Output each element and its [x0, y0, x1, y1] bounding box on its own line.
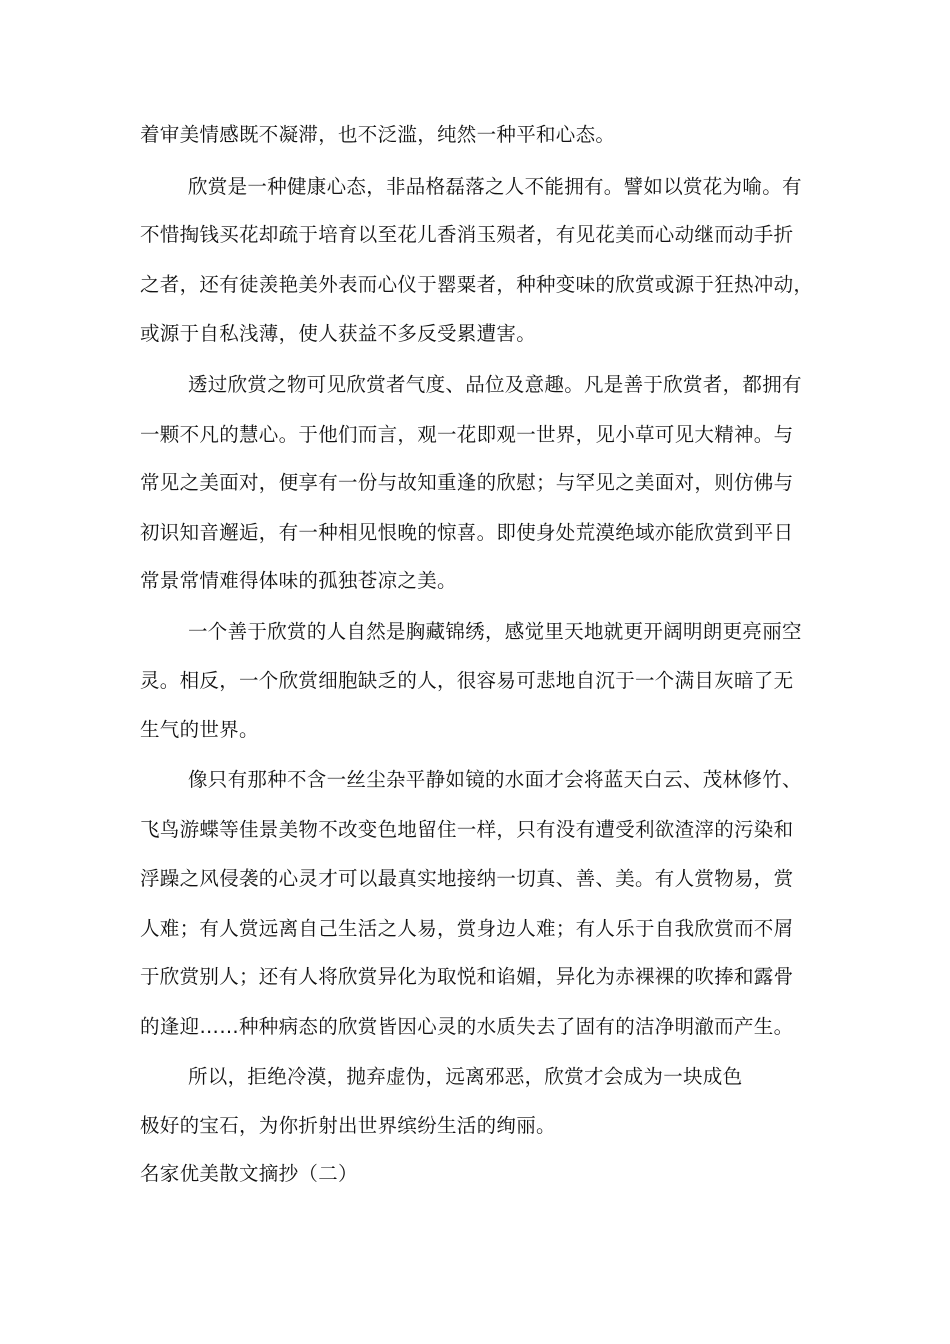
text-line: 常见之美面对，便享有一份与故知重逢的欣慰；与罕见之美面对，则仿佛与 [140, 471, 794, 494]
text-line: 极好的宝石，为你折射出世界缤纷生活的绚丽。 [140, 1114, 556, 1137]
paragraph-first-line: 像只有那种不含一丝尘杂平静如镜的水面才会将蓝天白云、茂林修竹、 [188, 768, 802, 791]
section-heading: 名家优美散文摘抄（二） [140, 1162, 358, 1185]
paragraph-first-line: 一个善于欣赏的人自然是胸藏锦绣，感觉里天地就更开阔明朗更亮丽空 [188, 620, 802, 643]
text-line: 一颗不凡的慧心。于他们而言，观一花即观一世界，见小草可见大精神。与 [140, 423, 794, 446]
text-line: 的逢迎……种种病态的欣赏皆因心灵的水质失去了固有的洁净明澈而产生。 [140, 1015, 794, 1038]
text-line: 人难；有人赏远离自己生活之人易，赏身边人难；有人乐于自我欣赏而不屑 [140, 917, 794, 940]
text-line: 或源于自私浅薄，使人获益不多反受累遭害。 [140, 322, 537, 345]
text-line: 飞鸟游蝶等佳景美物不改变色地留住一样，只有没有遭受利欲渣滓的污染和 [140, 818, 794, 841]
paragraph-first-line: 透过欣赏之物可见欣赏者气度、品位及意趣。凡是善于欣赏者，都拥有 [188, 373, 802, 396]
paragraph-first-line: 所以，拒绝冷漠，抛弃虚伪，远离邪恶，欣赏才会成为一块成色 [188, 1065, 743, 1088]
text-line: 灵。相反，一个欣赏细胞缺乏的人，很容易可悲地自沉于一个满目灰暗了无 [140, 669, 794, 692]
text-line: 于欣赏别人；还有人将欣赏异化为取悦和谄媚，异化为赤裸裸的吹捧和露骨 [140, 965, 794, 988]
text-line: 着审美情感既不凝滞，也不泛滥，纯然一种平和心态。 [140, 123, 616, 146]
text-line: 之者，还有徒羡艳美外表而心仪于罂粟者，种种变味的欣赏或源于狂热冲动， [140, 273, 814, 296]
text-line: 浮躁之风侵袭的心灵才可以最真实地接纳一切真、善、美。有人赏物易，赏 [140, 867, 794, 890]
text-line: 生气的世界。 [140, 718, 259, 741]
text-line: 常景常情难得体味的孤独苍凉之美。 [140, 569, 457, 592]
text-line: 不惜掏钱买花却疏于培育以至花儿香消玉殒者，有见花美而心动继而动手折 [140, 223, 794, 246]
paragraph-first-line: 欣赏是一种健康心态，非品格磊落之人不能拥有。譬如以赏花为喻。有 [188, 175, 802, 198]
text-line: 初识知音邂逅，有一种相见恨晚的惊喜。即使身处荒漠绝域亦能欣赏到平日 [140, 521, 794, 544]
